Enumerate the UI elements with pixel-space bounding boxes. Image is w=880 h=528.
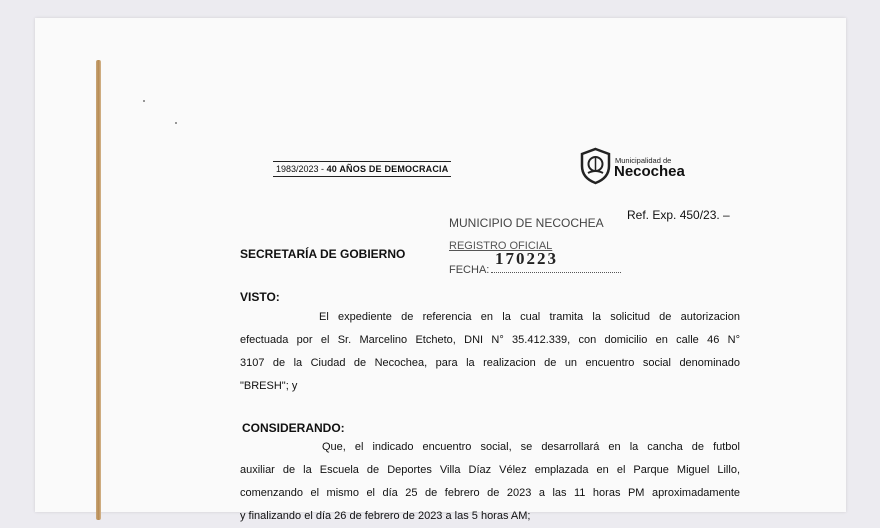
- municipality-logo: [580, 146, 710, 186]
- banner-years: 1983/2023 -: [276, 164, 325, 174]
- considerando-paragraph: [240, 436, 740, 528]
- secretaria-heading: SECRETARÍA DE GOBIERNO: [240, 247, 406, 261]
- considerando-line: Que, el indicado encuentro social, se desarrollará en la cancha de futbol: [322, 441, 740, 453]
- visto-line: efectuada por el Sr. Marcelino Etcheto, DNI N° 35.412.339, con domicilio en calle 46 N°: [240, 334, 740, 346]
- considerando-line: comenzando el mismo el día 25 de febrero de 2023 a las 11 horas PM aproximadamente: [240, 487, 740, 499]
- visto-line: El expediente de referencia en la cual tramita la solicitud de autorizacion: [319, 311, 740, 323]
- visto-heading: VISTO:: [240, 290, 280, 304]
- stamp-registro: REGISTRO OFICIAL: [449, 240, 553, 252]
- stamp-fecha-label: FECHA:: [449, 264, 490, 276]
- visto-line: "BRESH"; y: [240, 380, 298, 392]
- democracy-banner: [273, 161, 451, 177]
- logo-line1: Municipalidad de: [615, 156, 672, 165]
- considerando-heading: CONSIDERANDO:: [242, 421, 345, 435]
- document-page: [35, 18, 846, 522]
- considerando-line: y finalizando el día 26 de febrero de 2023 a las 5 horas AM;: [240, 510, 531, 522]
- scan-speck: [143, 100, 145, 102]
- logo-line2: Necochea: [614, 163, 685, 180]
- coat-of-arms-icon: [580, 148, 611, 184]
- scan-speck: [175, 122, 177, 124]
- stamp-fecha: [449, 264, 621, 276]
- stamp-municipio: MUNICIPIO DE NECOCHEA: [449, 216, 604, 230]
- considerando-line: auxiliar de la Escuela de Deportes Villa Díaz Vélez emplazada en el Parque Miguel Lillo,: [240, 464, 740, 476]
- visto-paragraph: [240, 306, 740, 398]
- paper-fold-mark: [96, 60, 101, 520]
- stamp-number: 170223: [495, 249, 558, 268]
- reference-number: Ref. Exp. 450/23. –: [627, 208, 730, 222]
- stamp-fecha-line: [491, 272, 621, 273]
- visto-line: 3107 de la Ciudad de Necochea, para la realizacion de un encuentro social denominado: [240, 357, 740, 369]
- banner-text: 40 AÑOS DE DEMOCRACIA: [326, 164, 449, 174]
